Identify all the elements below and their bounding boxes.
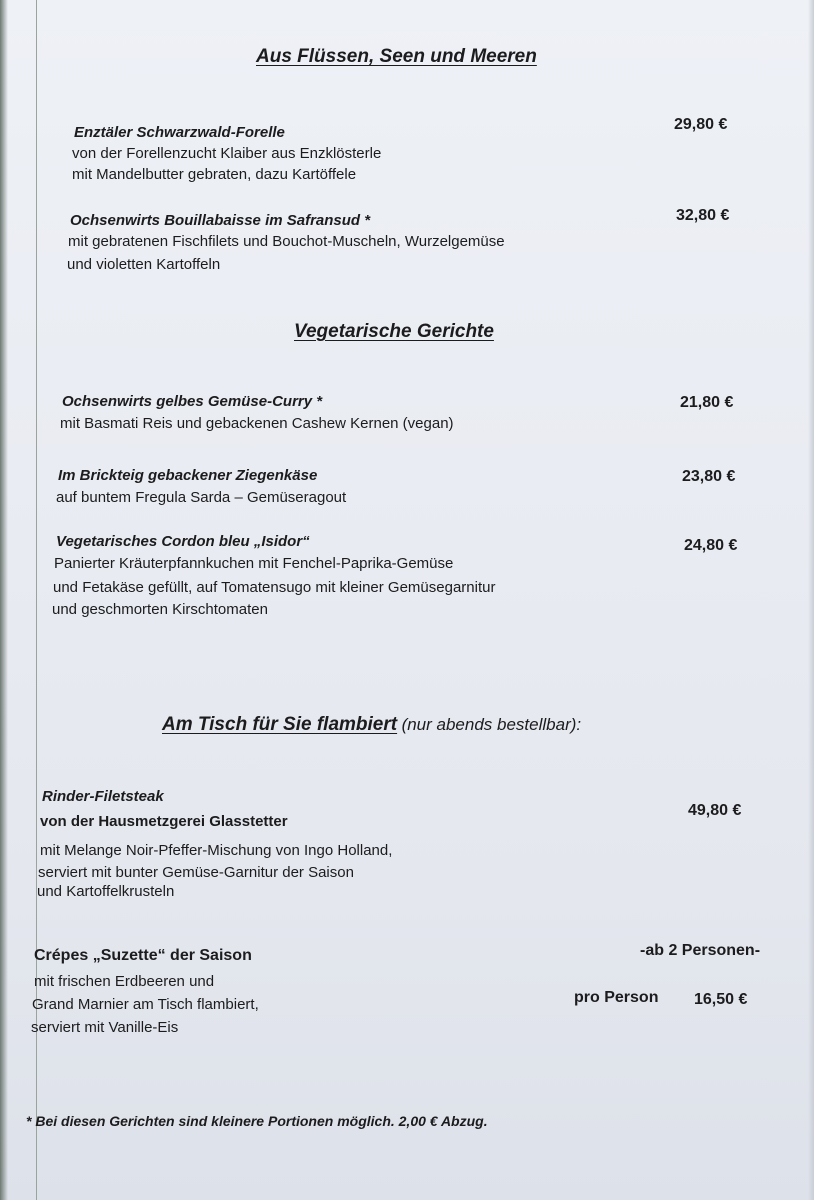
dish-desc-forelle-1: von der Forellenzucht Klaiber aus Enzklösterle — [72, 145, 382, 162]
dish-price-cordon-bleu: 24,80 € — [684, 537, 738, 554]
dish-name-ziegenkaese: Im Brickteig gebackener Ziegenkäse — [58, 467, 318, 484]
footer-note: * Bei diesen Gerichten sind kleinere Portionen möglich. 2,00 € Abzug. — [26, 1113, 488, 1129]
dish-min-persons-crepes: -ab 2 Personen- — [640, 942, 761, 959]
page-right-edge — [808, 0, 814, 1200]
dish-desc-filetsteak-1: mit Melange Noir-Pfeffer-Mischung von Ingo Holland, — [40, 842, 393, 859]
dish-name-curry: Ochsenwirts gelbes Gemüse-Curry * — [62, 393, 323, 410]
dish-desc-curry-1: mit Basmati Reis und gebackenen Cashew Kernen (vegan) — [60, 415, 454, 432]
section-title-vegetarian: Vegetarische Gerichte — [294, 321, 494, 342]
dish-price-crepes: 16,50 € — [694, 991, 748, 1008]
dish-desc-cordon-bleu-2: und Fetakäse gefüllt, auf Tomatensugo mit kleiner Gemüsegarnitur — [53, 579, 496, 596]
dish-name-bouillabaisse: Ochsenwirts Bouillabaisse im Safransud * — [70, 212, 371, 229]
dish-desc-cordon-bleu-1: Panierter Kräuterpfannkuchen mit Fenchel-Paprika-Gemüse — [54, 555, 454, 572]
section-title-fish: Aus Flüssen, Seen und Meeren — [256, 46, 537, 67]
dish-desc-forelle-2: mit Mandelbutter gebraten, dazu Kartöffele — [72, 166, 357, 183]
dish-name-filetsteak: Rinder-Filetsteak — [42, 788, 164, 805]
dish-name-cordon-bleu: Vegetarisches Cordon bleu „Isidor“ — [56, 533, 310, 550]
dish-desc-cordon-bleu-3: und geschmorten Kirschtomaten — [52, 601, 268, 618]
dish-desc-crepes-2: Grand Marnier am Tisch flambiert, — [32, 996, 259, 1013]
dish-desc-filetsteak-3: und Kartoffelkrusteln — [37, 883, 175, 900]
dish-desc-ziegenkaese-1: auf buntem Fregula Sarda – Gemüseragout — [56, 489, 347, 506]
dish-price-ziegenkaese: 23,80 € — [682, 468, 736, 485]
dish-price-curry: 21,80 € — [680, 394, 734, 411]
dish-desc-crepes-1: mit frischen Erdbeeren und — [34, 973, 215, 990]
dish-per-person-label-crepes: pro Person — [574, 989, 659, 1006]
dish-name-crepes: Crépes „Suzette“ der Saison — [34, 947, 252, 964]
dish-desc-bouillabaisse-1: mit gebratenen Fischfilets und Bouchot-Muscheln, Wurzelgemüse — [68, 233, 505, 250]
page-binding-shadow — [0, 0, 8, 1200]
dish-price-bouillabaisse: 32,80 € — [676, 207, 730, 224]
dish-desc-filetsteak-2: serviert mit bunter Gemüse-Garnitur der Saison — [38, 864, 354, 881]
section-note-flambe: (nur abends bestellbar): — [401, 715, 582, 734]
dish-name2-filetsteak: von der Hausmetzgerei Glasstetter — [40, 813, 288, 830]
dish-desc-bouillabaisse-2: und violetten Kartoffeln — [67, 256, 221, 273]
dish-price-filetsteak: 49,80 € — [688, 802, 742, 819]
section-title-flambe: Am Tisch für Sie flambiert — [162, 714, 398, 735]
dish-price-forelle: 29,80 € — [674, 116, 728, 133]
section-heading-flambe — [162, 714, 581, 736]
dish-name-forelle: Enztäler Schwarzwald-Forelle — [74, 124, 285, 141]
dish-desc-crepes-3: serviert mit Vanille-Eis — [31, 1019, 179, 1036]
